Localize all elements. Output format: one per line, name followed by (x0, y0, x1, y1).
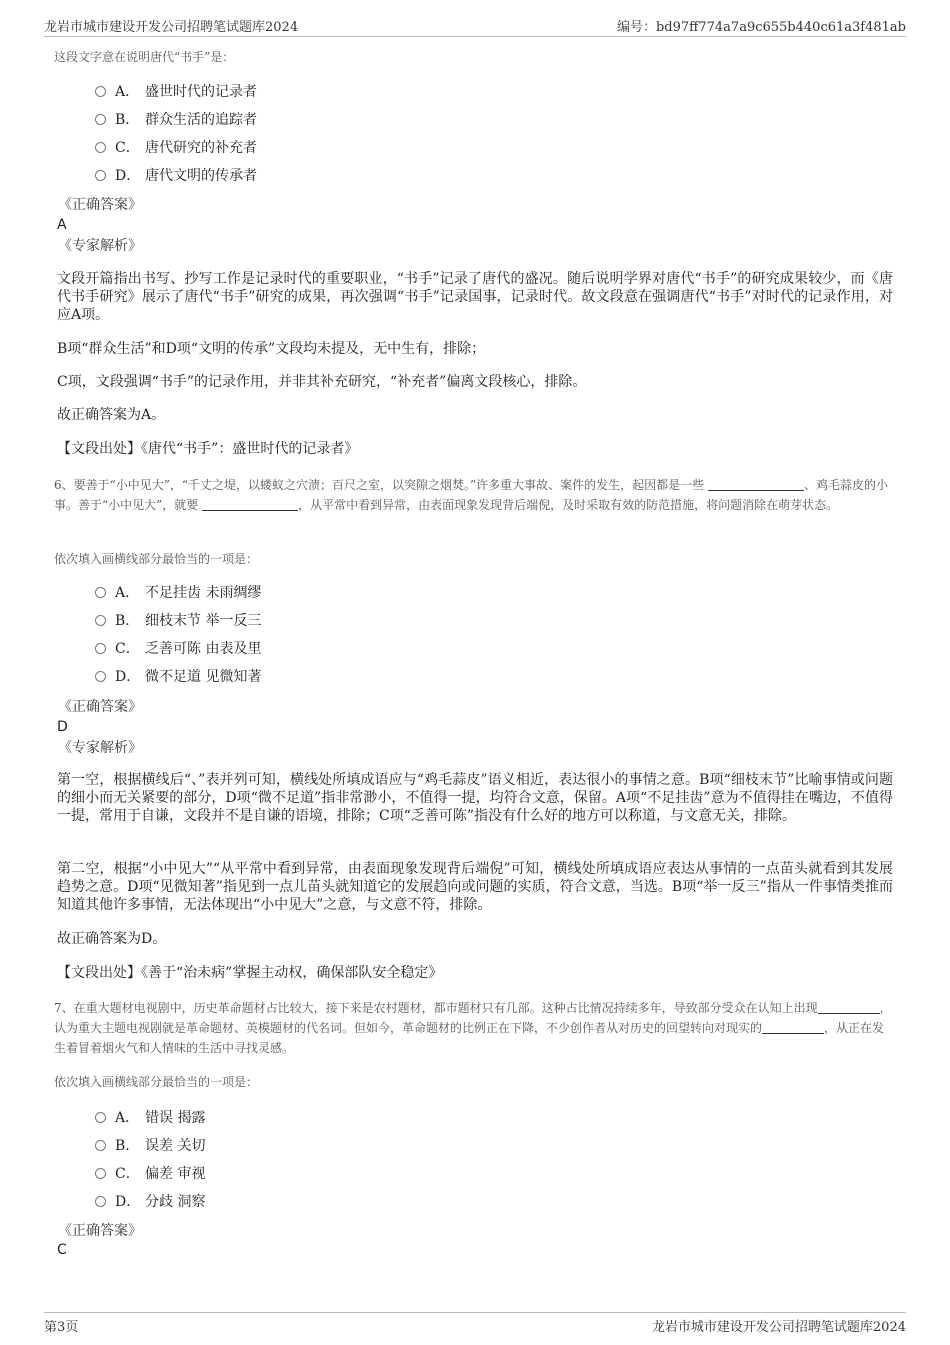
fill-blank (202, 498, 298, 511)
q7-option-d[interactable]: D． 分歧 洞察 (95, 1192, 205, 1212)
radio-icon[interactable] (95, 1196, 106, 1207)
page-footer (44, 1312, 906, 1335)
radio-icon[interactable] (95, 1168, 106, 1179)
q5-source: 【文段出处】《唐代“书手”：盛世时代的记录者》 (57, 441, 359, 457)
radio-icon[interactable] (95, 1112, 106, 1123)
radio-icon[interactable] (95, 643, 106, 654)
page-header (44, 14, 906, 37)
q6-prompt: 依次填入画横线部分最恰当的一项是： (54, 552, 259, 566)
q7-option-b[interactable]: B． 误差 关切 (95, 1136, 205, 1156)
radio-icon[interactable] (95, 170, 106, 181)
fill-blank (818, 1001, 880, 1014)
document-id: 编号：bd97ff774a7a9c655b440c61a3f481ab (616, 20, 906, 35)
q6-option-a[interactable]: A． 不足挂齿 未雨绸缪 (95, 583, 261, 603)
q6-answer-label: 《正确答案》 (58, 699, 142, 715)
q5-prompt: 这段文字意在说明唐代“书手”是： (54, 50, 235, 64)
q6-option-d[interactable]: D． 微不足道 见微知著 (95, 667, 261, 687)
radio-icon[interactable] (95, 587, 106, 598)
q7-answer: C (57, 1242, 67, 1258)
q6-question-text: 6、要善于“小中见大”，“千丈之堤，以蝼蚁之穴溃；百尺之室，以突隙之烟焚。”许多重大事故、案件的发生，起因都是一些 、鸡毛蒜皮的小事。善于“小中见大”，就要 ，从平常中看到异常，由表面现象发现背后端倪，及时采取有效的防范措施，将问题消除在萌芽状态。 (54, 478, 889, 512)
q6-analysis-paragraph: 第一空，根据横线后“、”表并列可知，横线处所填成语应与“鸡毛蒜皮”语义相近，表达很小的事情之意。B项“细枝末节”比喻事情或问题的细小而无关紧要的部分，D项“微不足道”指非常渺小，不值得一提，均符合文意，保留。A项“不足挂齿”意为不值得挂在嘴边，不值得一提，常用于自谦，文段并不是自谦的语境，排除；C项“乏善可陈”指没有什么好的地方可以称道，与文意无关，排除。 (57, 772, 893, 824)
q6-option-b[interactable]: B． 细枝末节 举一反三 (95, 611, 261, 631)
radio-icon[interactable] (95, 671, 106, 682)
header-title: 龙岩市城市建设开发公司招聘笔试题库2024 (44, 20, 299, 35)
q6-option-c[interactable]: C． 乏善可陈 由表及里 (95, 639, 261, 659)
q5-option-d[interactable]: D． 唐代文明的传承者 (95, 166, 257, 186)
q6-answer: D (57, 719, 68, 735)
q5-analysis-paragraph: C项，文段强调“书手”的记录作用，并非其补充研究，“补充者”偏离文段核心，排除。 (57, 374, 587, 390)
q7-answer-label: 《正确答案》 (58, 1223, 142, 1239)
q7-option-a[interactable]: A． 错误 揭露 (95, 1108, 205, 1128)
radio-icon[interactable] (95, 1140, 106, 1151)
q5-option-c[interactable]: C． 唐代研究的补充者 (95, 138, 257, 158)
fill-blank (708, 478, 804, 491)
q6-analysis-paragraph: 第二空，根据“小中见大”“从平常中看到异常，由表面现象发现背后端倪”可知，横线处所填成语应表达从事情的一点苗头就看到其发展趋势之意。D项“见微知著”指见到一点儿苗头就知道它的发展趋向或问题的实质，符合文意，当选。B项“举一反三”指从一件事情类推而知道其他许多事情，无法体现出“小中见大”之意，与文意不符，排除。 (57, 861, 893, 913)
radio-icon[interactable] (95, 86, 106, 97)
q6-source: 【文段出处】《善于“治未病”掌握主动权，确保部队安全稳定》 (57, 965, 443, 981)
radio-icon[interactable] (95, 114, 106, 125)
fill-blank (762, 1021, 824, 1034)
radio-icon[interactable] (95, 615, 106, 626)
q5-option-b[interactable]: B． 群众生活的追踪者 (95, 110, 257, 130)
q7-prompt: 依次填入画横线部分最恰当的一项是： (54, 1075, 259, 1089)
q5-answer: A (57, 217, 67, 233)
q5-analysis-label: 《专家解析》 (58, 238, 142, 254)
q7-question-text: 7、在重大题材电视剧中，历史革命题材占比较大，接下来是农村题材，都市题材只有几部。这种占比情况持续多年，导致部分受众在认知上出现 ，认为重大主题电视剧就是革命题材、英模题材的代名词。但如今，革命题材的比例正在下降，不少创作者从对历史的回望转向对现实的 ，从正在发生着冒着烟火气和人情味的生活中寻找灵感。 (54, 1001, 892, 1055)
q5-analysis-paragraph: B项“群众生活”和D项“文明的传承”文段均未提及，无中生有，排除； (57, 341, 486, 357)
q5-conclusion: 故正确答案为A。 (57, 407, 166, 423)
q6-conclusion: 故正确答案为D。 (57, 931, 167, 947)
q5-option-a[interactable]: A． 盛世时代的记录者 (95, 82, 257, 102)
footer-title: 龙岩市城市建设开发公司招聘笔试题库2024 (651, 1320, 906, 1335)
q5-analysis-paragraph: 文段开篇指出书写、抄写工作是记录时代的重要职业，“书手”记录了唐代的盛况。随后说明学界对唐代“书手”的研究成果较少，而《唐代书手研究》展示了唐代“书手”研究的成果，再次强调“书手”记录国事，记录时代。故文段意在强调唐代“书手”对时代的记录作用，对应A项。 (57, 271, 893, 323)
q5-answer-label: 《正确答案》 (58, 197, 142, 213)
page-number: 第3页 (44, 1320, 79, 1335)
radio-icon[interactable] (95, 142, 106, 153)
q6-analysis-label: 《专家解析》 (58, 740, 142, 756)
q7-option-c[interactable]: C． 偏差 审视 (95, 1164, 205, 1184)
